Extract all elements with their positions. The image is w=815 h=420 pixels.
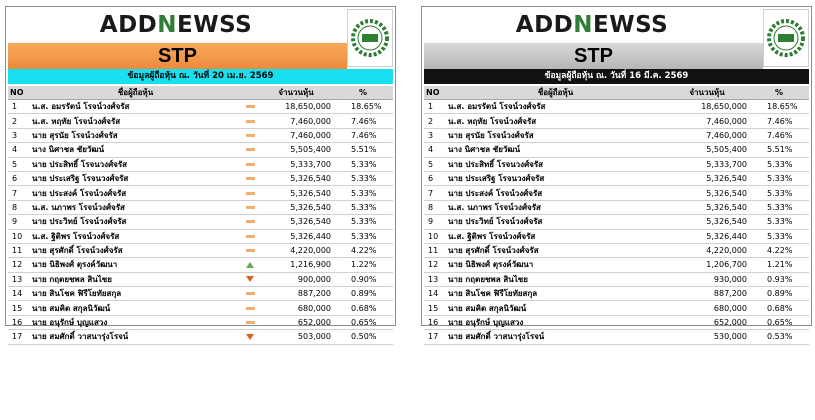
shareholder-panel-previous — [421, 6, 812, 342]
trend-cell — [241, 229, 259, 243]
row-number: 10 — [424, 229, 446, 243]
table-row — [424, 171, 809, 185]
row-number: 1 — [8, 100, 30, 114]
share-percent: 5.51% — [749, 143, 809, 157]
shareholder-name: นาย สุรศักดิ์ โรจน์วงศ์จรัส — [30, 243, 241, 257]
table-row — [424, 258, 809, 272]
row-number: 8 — [8, 200, 30, 214]
share-percent: 4.22% — [333, 243, 393, 257]
shareholder-panel-current — [5, 6, 396, 342]
shareholder-name: น.ส. นภาพร โรจน์วงศ์จรัส — [30, 200, 241, 214]
shareholder-name: นาย สินโชค ฟิรีโยทัยสกุล — [446, 287, 665, 301]
share-percent: 18.65% — [333, 100, 393, 114]
row-number: 14 — [8, 287, 30, 301]
trend-cell — [241, 186, 259, 200]
share-percent: 0.89% — [333, 287, 393, 301]
share-count: 5,333,700 — [665, 157, 749, 171]
trend-cell — [241, 157, 259, 171]
share-percent: 0.68% — [749, 301, 809, 315]
share-percent: 5.33% — [749, 186, 809, 200]
trend-cell — [241, 330, 259, 344]
share-count: 5,326,540 — [259, 186, 333, 200]
table-row — [424, 229, 809, 243]
stp-gear-emblem-icon — [763, 9, 809, 67]
table-row — [8, 157, 393, 171]
table-row — [8, 100, 393, 114]
shareholder-name: น.ส. ฐิติพร โรจน์วงศ์จรัส — [446, 229, 665, 243]
share-count: 4,220,000 — [259, 243, 333, 257]
row-number: 16 — [424, 315, 446, 329]
share-count: 5,326,540 — [665, 200, 749, 214]
table-row — [424, 315, 809, 329]
share-count: 7,460,000 — [665, 128, 749, 142]
share-percent: 5.51% — [333, 143, 393, 157]
share-count: 5,326,540 — [665, 215, 749, 229]
table-row — [424, 330, 809, 344]
dash-icon — [246, 206, 255, 209]
table-row — [424, 157, 809, 171]
share-percent: 5.33% — [333, 186, 393, 200]
addnewss-logo: ADDNEWSS — [515, 12, 669, 38]
shareholder-name: นาย สมคิด สกุลนิวัฒน์ — [30, 301, 241, 315]
col-no: NO — [424, 86, 446, 100]
row-number: 7 — [8, 186, 30, 200]
share-percent: 0.65% — [333, 315, 393, 329]
dash-icon — [246, 134, 255, 137]
share-percent: 5.33% — [749, 229, 809, 243]
dash-icon — [246, 163, 255, 166]
table-row — [8, 143, 393, 157]
shareholder-name: นาย สินโชค ฟิรีโยทัยสกุล — [30, 287, 241, 301]
trend-cell — [241, 143, 259, 157]
share-count: 7,460,000 — [665, 114, 749, 128]
table-row — [424, 301, 809, 315]
share-count: 652,000 — [665, 315, 749, 329]
shareholder-name: นาย ประวิทย์ โรจน์วงศ์จรัส — [446, 215, 665, 229]
share-count: 5,333,700 — [259, 157, 333, 171]
table-row — [8, 287, 393, 301]
share-count: 7,460,000 — [259, 128, 333, 142]
row-number: 9 — [424, 215, 446, 229]
dash-icon — [246, 192, 255, 195]
triangle-down-icon — [246, 276, 254, 282]
col-pct: % — [749, 86, 809, 100]
row-number: 13 — [424, 272, 446, 286]
trend-cell — [241, 114, 259, 128]
table-row — [424, 215, 809, 229]
dash-icon — [246, 177, 255, 180]
row-number: 7 — [424, 186, 446, 200]
row-number: 6 — [8, 171, 30, 185]
share-percent: 5.33% — [749, 215, 809, 229]
triangle-down-icon — [246, 334, 254, 340]
row-number: 17 — [8, 330, 30, 344]
share-percent: 0.90% — [333, 272, 393, 286]
row-number: 5 — [8, 157, 30, 171]
trend-cell — [241, 258, 259, 272]
trend-cell — [241, 171, 259, 185]
row-number: 3 — [8, 128, 30, 142]
share-percent: 7.46% — [749, 114, 809, 128]
share-count: 4,220,000 — [665, 243, 749, 257]
dash-icon — [246, 220, 255, 223]
row-number: 1 — [424, 100, 446, 114]
trend-cell — [241, 315, 259, 329]
trend-cell — [241, 100, 259, 114]
table-row — [8, 330, 393, 344]
shareholder-name: นาย ประเสริฐ โรจนวงศ์จรัส — [446, 171, 665, 185]
dash-icon — [246, 235, 255, 238]
share-percent: 0.93% — [749, 272, 809, 286]
share-percent: 0.65% — [749, 315, 809, 329]
dash-icon — [246, 307, 255, 310]
share-percent: 0.68% — [333, 301, 393, 315]
dash-icon — [246, 148, 255, 151]
share-count: 18,650,000 — [259, 100, 333, 114]
share-count: 652,000 — [259, 315, 333, 329]
share-count: 5,326,540 — [259, 215, 333, 229]
share-percent: 5.33% — [333, 215, 393, 229]
shareholder-name: น.ส. หฤทัย โรจน์วงศ์จรัส — [446, 114, 665, 128]
col-no: NO — [8, 86, 30, 100]
dash-icon — [246, 249, 255, 252]
ticker-header: STP — [424, 43, 763, 69]
row-number: 11 — [8, 243, 30, 257]
table-row — [8, 229, 393, 243]
shareholder-name: นาย อนุรักษ์ บุญแสวง — [30, 315, 241, 329]
shareholder-name: น.ส. หฤทัย โรจน์วงศ์จรัส — [30, 114, 241, 128]
table-row — [424, 114, 809, 128]
col-shares: จำนวนหุ้น — [665, 86, 749, 100]
shareholder-name: นาง นิศาชล ชัยวัฒน์ — [30, 143, 241, 157]
table-row — [8, 186, 393, 200]
share-percent: 18.65% — [749, 100, 809, 114]
share-percent: 1.21% — [749, 258, 809, 272]
share-count: 887,200 — [665, 287, 749, 301]
trend-cell — [241, 301, 259, 315]
addnewss-logo: ADDNEWSS — [99, 12, 253, 38]
table-row — [424, 200, 809, 214]
share-count: 5,326,540 — [665, 171, 749, 185]
dash-icon — [246, 105, 255, 108]
share-percent: 1.22% — [333, 258, 393, 272]
table-row — [424, 287, 809, 301]
share-percent: 5.33% — [333, 157, 393, 171]
shareholder-name: น.ส. นภาพร โรจน์วงศ์จรัส — [446, 200, 665, 214]
share-count: 900,000 — [259, 272, 333, 286]
share-count: 5,326,540 — [259, 171, 333, 185]
table-row — [8, 258, 393, 272]
share-percent: 0.53% — [749, 330, 809, 344]
date-label: ข้อมูลผู้ถือหุ้น ณ. วันที่ 20 เม.ย. 2569 — [8, 69, 393, 84]
shareholder-name: นาย ประวิทย์ โรจน์วงศ์จรัส — [30, 215, 241, 229]
row-number: 2 — [8, 114, 30, 128]
share-percent: 4.22% — [749, 243, 809, 257]
table-row — [424, 243, 809, 257]
table-header-row — [424, 86, 809, 100]
share-count: 930,000 — [665, 272, 749, 286]
row-number: 5 — [424, 157, 446, 171]
share-percent: 0.89% — [749, 287, 809, 301]
share-percent: 7.46% — [333, 114, 393, 128]
table-row — [424, 186, 809, 200]
shareholder-name: นาย อนุรักษ์ บุญแสวง — [446, 315, 665, 329]
share-count: 5,326,440 — [665, 229, 749, 243]
share-count: 680,000 — [665, 301, 749, 315]
share-percent: 5.33% — [333, 171, 393, 185]
row-number: 2 — [424, 114, 446, 128]
row-number: 15 — [8, 301, 30, 315]
shareholder-name: นาย สุรนัย โรจน์วงศ์จรัส — [446, 128, 665, 142]
share-percent: 5.33% — [333, 229, 393, 243]
row-number: 9 — [8, 215, 30, 229]
row-number: 14 — [424, 287, 446, 301]
shareholder-table — [8, 86, 393, 345]
share-count: 18,650,000 — [665, 100, 749, 114]
share-percent: 5.33% — [749, 200, 809, 214]
trend-cell — [241, 272, 259, 286]
row-number: 17 — [424, 330, 446, 344]
row-number: 8 — [424, 200, 446, 214]
shareholder-name: นาง นิศาชล ชัยวัฒน์ — [446, 143, 665, 157]
share-count: 5,326,540 — [259, 200, 333, 214]
row-number: 13 — [8, 272, 30, 286]
share-percent: 7.46% — [749, 128, 809, 142]
ticker-header: STP — [8, 43, 347, 69]
share-count: 5,505,400 — [665, 143, 749, 157]
trend-cell — [241, 200, 259, 214]
shareholder-name: นาย สมคิด สกุลนิวัฒน์ — [446, 301, 665, 315]
table-row — [8, 215, 393, 229]
shareholder-name: น.ส. อมรรัตน์ โรจน์วงศ์จรัส — [30, 100, 241, 114]
table-row — [8, 128, 393, 142]
shareholder-name: นาย สมศักดิ์ วาสนารุ่งโรจน์ — [446, 330, 665, 344]
share-count: 1,206,700 — [665, 258, 749, 272]
shareholder-name: นาย กฤตยชพล สินไชย — [446, 272, 665, 286]
shareholder-name: นาย ประสงค์ โรจน์วงศ์จรัส — [30, 186, 241, 200]
table-row — [424, 272, 809, 286]
share-percent: 5.33% — [749, 157, 809, 171]
row-number: 6 — [424, 171, 446, 185]
share-percent: 5.33% — [333, 200, 393, 214]
row-number: 4 — [8, 143, 30, 157]
shareholder-name: นาย สุรนัย โรจน์วงศ์จรัส — [30, 128, 241, 142]
trend-cell — [241, 128, 259, 142]
row-number: 15 — [424, 301, 446, 315]
trend-cell — [241, 215, 259, 229]
row-number: 12 — [424, 258, 446, 272]
triangle-up-icon — [246, 262, 254, 268]
col-name: ชื่อผู้ถือหุ้น — [446, 86, 665, 100]
table-row — [8, 200, 393, 214]
table-row — [424, 128, 809, 142]
table-row — [424, 143, 809, 157]
share-count: 5,505,400 — [259, 143, 333, 157]
share-percent: 0.50% — [333, 330, 393, 344]
shareholder-name: นาย กฤตยชพล สินไชย — [30, 272, 241, 286]
share-percent: 5.33% — [749, 171, 809, 185]
share-count: 887,200 — [259, 287, 333, 301]
share-count: 7,460,000 — [259, 114, 333, 128]
col-pct: % — [333, 86, 393, 100]
share-count: 5,326,440 — [259, 229, 333, 243]
shareholder-name: น.ส. ฐิติพร โรจน์วงศ์จรัส — [30, 229, 241, 243]
shareholder-name: นาย ประสงค์ โรจน์วงศ์จรัส — [446, 186, 665, 200]
col-shares: จำนวนหุ้น — [259, 86, 333, 100]
share-count: 530,000 — [665, 330, 749, 344]
date-label: ข้อมูลผู้ถือหุ้น ณ. วันที่ 16 มี.ค. 2569 — [424, 69, 809, 84]
table-row — [8, 114, 393, 128]
col-trend — [241, 86, 259, 100]
share-count: 1,216,900 — [259, 258, 333, 272]
shareholder-table — [424, 86, 809, 345]
row-number: 12 — [8, 258, 30, 272]
table-row — [8, 272, 393, 286]
table-row — [8, 243, 393, 257]
table-row — [8, 301, 393, 315]
trend-cell — [241, 243, 259, 257]
row-number: 10 — [8, 229, 30, 243]
trend-cell — [241, 287, 259, 301]
shareholder-name: นาย ประเสริฐ โรจนวงศ์จรัส — [30, 171, 241, 185]
share-percent: 7.46% — [333, 128, 393, 142]
dash-icon — [246, 120, 255, 123]
share-count: 5,326,540 — [665, 186, 749, 200]
shareholder-name: นาย สมศักดิ์ วาสนารุ่งโรจน์ — [30, 330, 241, 344]
row-number: 4 — [424, 143, 446, 157]
table-row — [424, 100, 809, 114]
shareholder-name: น.ส. อมรรัตน์ โรจน์วงศ์จรัส — [446, 100, 665, 114]
dash-icon — [246, 321, 255, 324]
share-count: 680,000 — [259, 301, 333, 315]
shareholder-name: นาย นิธิพงศ์ ตุรงค์วัฒนา — [446, 258, 665, 272]
row-number: 11 — [424, 243, 446, 257]
dash-icon — [246, 292, 255, 295]
shareholder-name: นาย ประสิทธิ์ โรจนวงศ์จรัส — [446, 157, 665, 171]
share-count: 503,000 — [259, 330, 333, 344]
table-row — [8, 315, 393, 329]
table-header-row — [8, 86, 393, 100]
row-number: 16 — [8, 315, 30, 329]
row-number: 3 — [424, 128, 446, 142]
shareholder-name: นาย ประสิทธิ์ โรจนวงศ์จรัส — [30, 157, 241, 171]
shareholder-name: นาย สุรศักดิ์ โรจน์วงศ์จรัส — [446, 243, 665, 257]
shareholder-name: นาย นิธิพงศ์ ตุรงค์วัฒนา — [30, 258, 241, 272]
col-name: ชื่อผู้ถือหุ้น — [30, 86, 241, 100]
table-row — [8, 171, 393, 185]
stp-gear-emblem-icon — [347, 9, 393, 67]
